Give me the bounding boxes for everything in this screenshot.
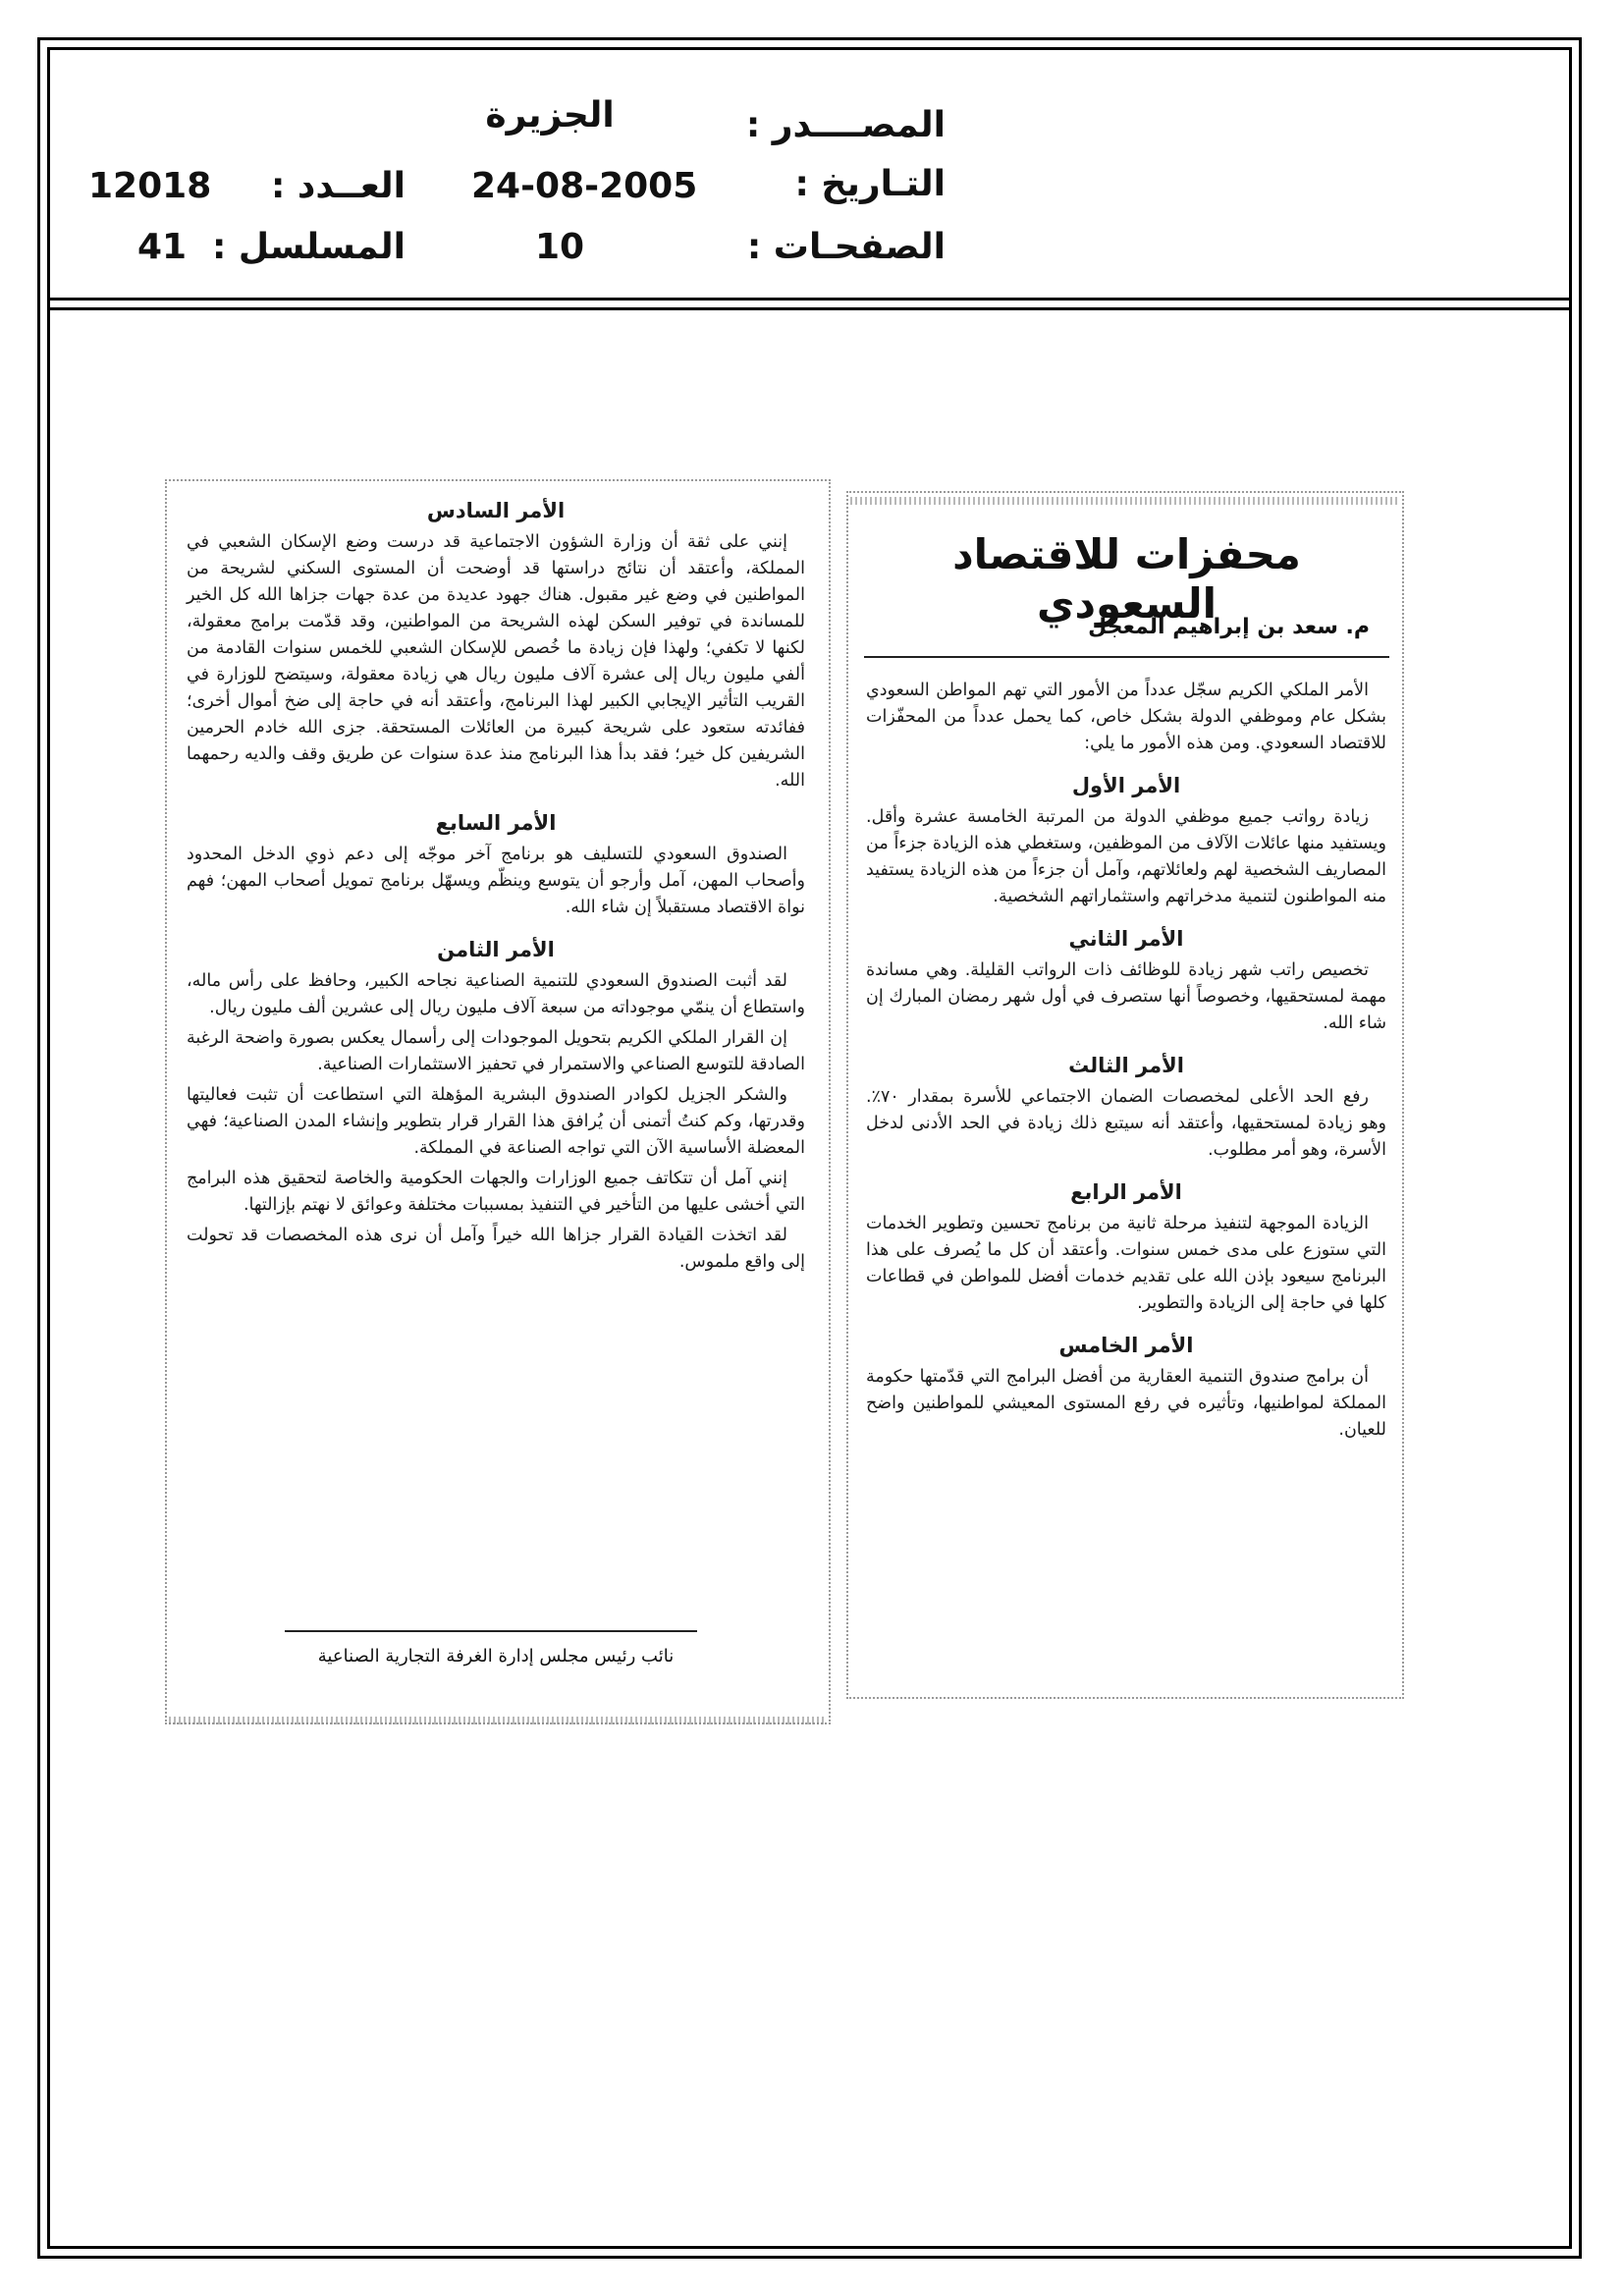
- source-value: الجزيرة: [485, 95, 615, 136]
- serial-label: المسلسل :: [211, 227, 406, 267]
- section-7-heading: الأمر السابع: [435, 811, 557, 835]
- issue-label: العــدد :: [271, 166, 406, 206]
- section-1-text: زيادة رواتب جميع موظفي الدولة من المرتبة الخامسة عشرة وأقل. ويستفيد منها عائلات الآلاف من الموظفين، وستغطي هذه الزيادة جزءاً من المصاريف الشخصية لهم ولعائلاتهم، وآمل أن جزءاً من هذه الزيادة يستفيد منه المواطنون لتنمية مدخراتهم واستثماراتهم الشخصية.: [866, 807, 1386, 906]
- section-4-text: الزيادة الموجهة لتنفيذ مرحلة ثانية من برنامج تحسين وتطوير الخدمات التي ستوزع على مدى خمس سنوات. وأعتقد أن كل ما يُصرف على هذا البرنامج سيعود بإذن الله على تقديم خدمات أفضل للمواطن في قطاعات كلها في حاجة إلى الزيادة والتطوير.: [866, 1214, 1386, 1313]
- section-3-text: رفع الحد الأعلى لمخصصات الضمان الاجتماعي للأسرة بمقدار ٧٠٪. وهو زيادة لمستحقيها، وأعتقد أنه سيتبع ذلك زيادة في الحد الأدنى لدخل الأسرة، وهو أمر مطلوب.: [866, 1087, 1386, 1160]
- date-value: 24-08-2005: [471, 166, 698, 206]
- source-label: المصــــدر :: [745, 105, 946, 145]
- section-8-heading: الأمر الثامن: [437, 938, 555, 961]
- section-1-heading: الأمر الأول: [1071, 774, 1181, 797]
- section-8-paragraph: لقد اتخذت القيادة القرار جزاها الله خيراً وآمل أن نرى هذه المخصصات قد تحولت إلى واقع ملموس.: [187, 1226, 805, 1272]
- right-column-text: [866, 678, 1386, 1448]
- header-separator-top: [47, 298, 1572, 301]
- section-4-heading: الأمر الرابع: [1070, 1180, 1182, 1204]
- clipping-dotted-edge: [850, 497, 1400, 505]
- section-8-paragraph: إنني آمل أن تتكاتف جميع الوزارات والجهات الحكومية والخاصة لتحقيق هذه البرامج التي أخشى عليها من التأخير في التنفيذ بمسببات مختلفة وعوائق لا نهتم بإزالتها.: [187, 1169, 805, 1215]
- date-label: التـاريخ :: [794, 164, 946, 204]
- section-2-heading: الأمر الثاني: [1068, 927, 1184, 951]
- section-3-heading: الأمر الثالث: [1068, 1054, 1184, 1077]
- issue-value: 12018: [88, 166, 212, 206]
- section-6-heading: الأمر السادس: [426, 499, 566, 522]
- section-8-paragraph: لقد أثبت الصندوق السعودي للتنمية الصناعية نجاحه الكبير، وحافظ على رأس ماله، واستطاع أن ينمّي موجوداته من سبعة آلاف مليون ريال إلى عشرين ألف مليون ريال.: [187, 971, 805, 1017]
- header-separator-bottom: [47, 307, 1572, 310]
- article-intro: الأمر الملكي الكريم سجّل عدداً من الأمور التي تهم المواطن السعودي بشكل عام وموظفي الدولة بشكل خاص، كما يحمل عدداً من المحفّزات للاقتصاد السعودي. ومن هذه الأمور ما يلي:: [866, 681, 1386, 753]
- section-5-heading: الأمر الخامس: [1058, 1334, 1194, 1357]
- pages-value: 10: [535, 227, 585, 267]
- author-affiliation: نائب رئيس مجلس إدارة الغرفة التجارية الصناعية: [317, 1646, 675, 1667]
- section-7-text: الصندوق السعودي للتسليف هو برنامج آخر موجّه إلى دعم ذوي الدخل المحدود وأصحاب المهن، آمل وأرجو أن يتوسع وينظّم ويسهّل برنامج تمويل أصحاب المهن؛ فهم نواة الاقتصاد مستقبلاً إن شاء الله.: [187, 845, 805, 917]
- section-2-text: تخصيص راتب شهر زيادة للوظائف ذات الرواتب القليلة. وهي مساندة مهمة لمستحقيها، وخصوصاً أنها ستصرف في أول شهر رمضان المبارك إن شاء الله.: [866, 960, 1386, 1033]
- section-5-text: أن برامج صندوق التنمية العقارية من أفضل البرامج التي قدّمتها حكومة المملكة لمواطنيها، وتأثيره في رفع المستوى المعيشي للمواطنين واضح للعيان.: [866, 1367, 1386, 1440]
- section-8-paragraph: والشكر الجزيل لكوادر الصندوق البشرية المؤهلة التي استطاعت أن تثبت فعاليتها وقدرتها، وكم كنتُ أتمنى أن يُرافق هذا القرار قرار بتطوير وإنشاء المدن الصناعية؛ فهي المعضلة الأساسية الآن التي تواجه الصناعة في المملكة.: [187, 1085, 805, 1158]
- section-8-paragraph: إن القرار الملكي الكريم بتحويل الموجودات إلى رأسمال يعكس بصورة واضحة الرغبة الصادقة للتوسع الصناعي والاستمرار في تحفيز الاستثمارات الصناعية.: [187, 1028, 805, 1074]
- pages-label: الصفحـات :: [746, 227, 946, 267]
- left-column-text: [187, 496, 805, 1280]
- clipping-dotted-edge-bottom: [169, 1717, 827, 1724]
- section-6-text: إنني على ثقة أن وزارة الشؤون الاجتماعية قد درست وضع الإسكان الشعبي في المملكة، وأعتقد أن نتائج دراستها قد أوضحت أن المستوى السكني لشريحة من المواطنين في وضع غير مقبول. هناك جهود عديدة من عدة جهات جزاها الله كل الخير للمساندة في توفير السكن لهذه الشريحة من المواطنين، وقد قدّمت برامج معقولة، لكنها لا تكفي؛ ولهذا فإن زيادة ما خُصص للإسكان الشعبي للخمس سنوات القادمة من ألفي مليون ريال إلى عشرة آلاف مليون ريال هي زيادة معقولة، وسيتضح للوزارة في القريب التأثير الإيجابي الكبير لهذا البرنامج، وأعتقد أنه في حاجة إلى ضخ أموال أخرى؛ ففائدته ستعود على شريحة كبيرة من العائلات المستحقة. جزى الله خادم الحرمين الشريفين كل خير؛ فقد بدأ هذا البرنامج منذ عدة سنوات عن طريق وقف والديه رحمهما الله.: [187, 532, 805, 791]
- author-divider: [864, 656, 1389, 658]
- article-author: م. سعد بن إبراهيم المعجل: [1088, 615, 1370, 639]
- footer-divider: [285, 1630, 697, 1632]
- serial-value: 41: [137, 227, 188, 267]
- article-title: محفزات للاقتصاد السعودي: [952, 530, 1301, 629]
